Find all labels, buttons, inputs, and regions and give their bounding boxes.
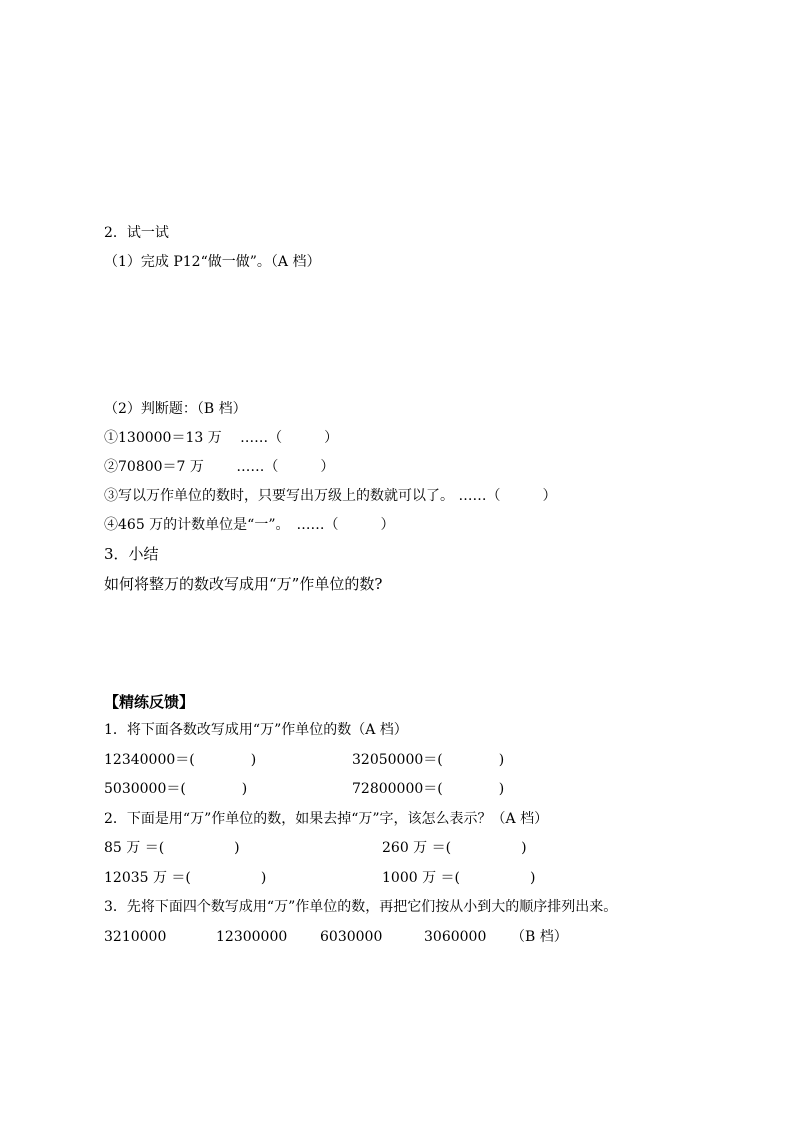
q1-item-3: 5030000＝( ) bbox=[104, 781, 248, 797]
judge-item-2: ②70800＝7 万 ……（ ） bbox=[104, 459, 335, 475]
q1-item-1: 12340000＝( ) bbox=[104, 752, 257, 768]
q2-item-4: 1000 万 ＝( ) bbox=[382, 870, 536, 886]
q3-level: （B 档） bbox=[511, 929, 568, 945]
judge-item-3: ③写以万作单位的数时，只要写出万级上的数就可以了。 ……（ ） bbox=[104, 488, 557, 504]
q3-number-2: 12300000 bbox=[216, 929, 288, 945]
practice-question-1: 1．将下面各数改写成用“万”作单位的数（A 档） bbox=[104, 722, 408, 738]
q2-item-3: 12035 万 ＝( ) bbox=[104, 870, 267, 886]
q3-number-3: 6030000 bbox=[320, 929, 383, 945]
judge-item-4: ④465 万的计数单位是“一”。 ……（ ） bbox=[104, 517, 395, 533]
practice-heading: 【精练反馈】 bbox=[104, 693, 195, 711]
q1-item-4: 72800000＝( ) bbox=[352, 781, 505, 797]
q2-item-2: 260 万 ＝( ) bbox=[382, 840, 527, 856]
summary-question: 如何将整万的数改写成用“万”作单位的数? bbox=[104, 575, 383, 593]
judge-item-1: ①130000＝13 万 ……（ ） bbox=[104, 430, 339, 446]
practice-question-3: 3．先将下面四个数写成用“万”作单位的数，再把它们按从小到大的顺序排列出来。 bbox=[104, 899, 618, 915]
practice-question-2: 2．下面是用“万”作单位的数，如果去掉“万”字，该怎么表示？（A 档） bbox=[104, 811, 549, 827]
q3-number-4: 3060000 bbox=[424, 929, 487, 945]
q2-item-1: 85 万 ＝( ) bbox=[104, 840, 240, 856]
q3-number-1: 3210000 bbox=[104, 929, 167, 945]
q1-item-2: 32050000＝( ) bbox=[352, 752, 505, 768]
exercise-item-2: （2）判断题：（B 档） bbox=[104, 401, 247, 417]
exercise-item-1: （1）完成 P12“做一做”。（A 档） bbox=[104, 254, 321, 270]
section-2-title: 2．试一试 bbox=[104, 225, 169, 241]
section-3-title: 3．小结 bbox=[104, 545, 159, 563]
